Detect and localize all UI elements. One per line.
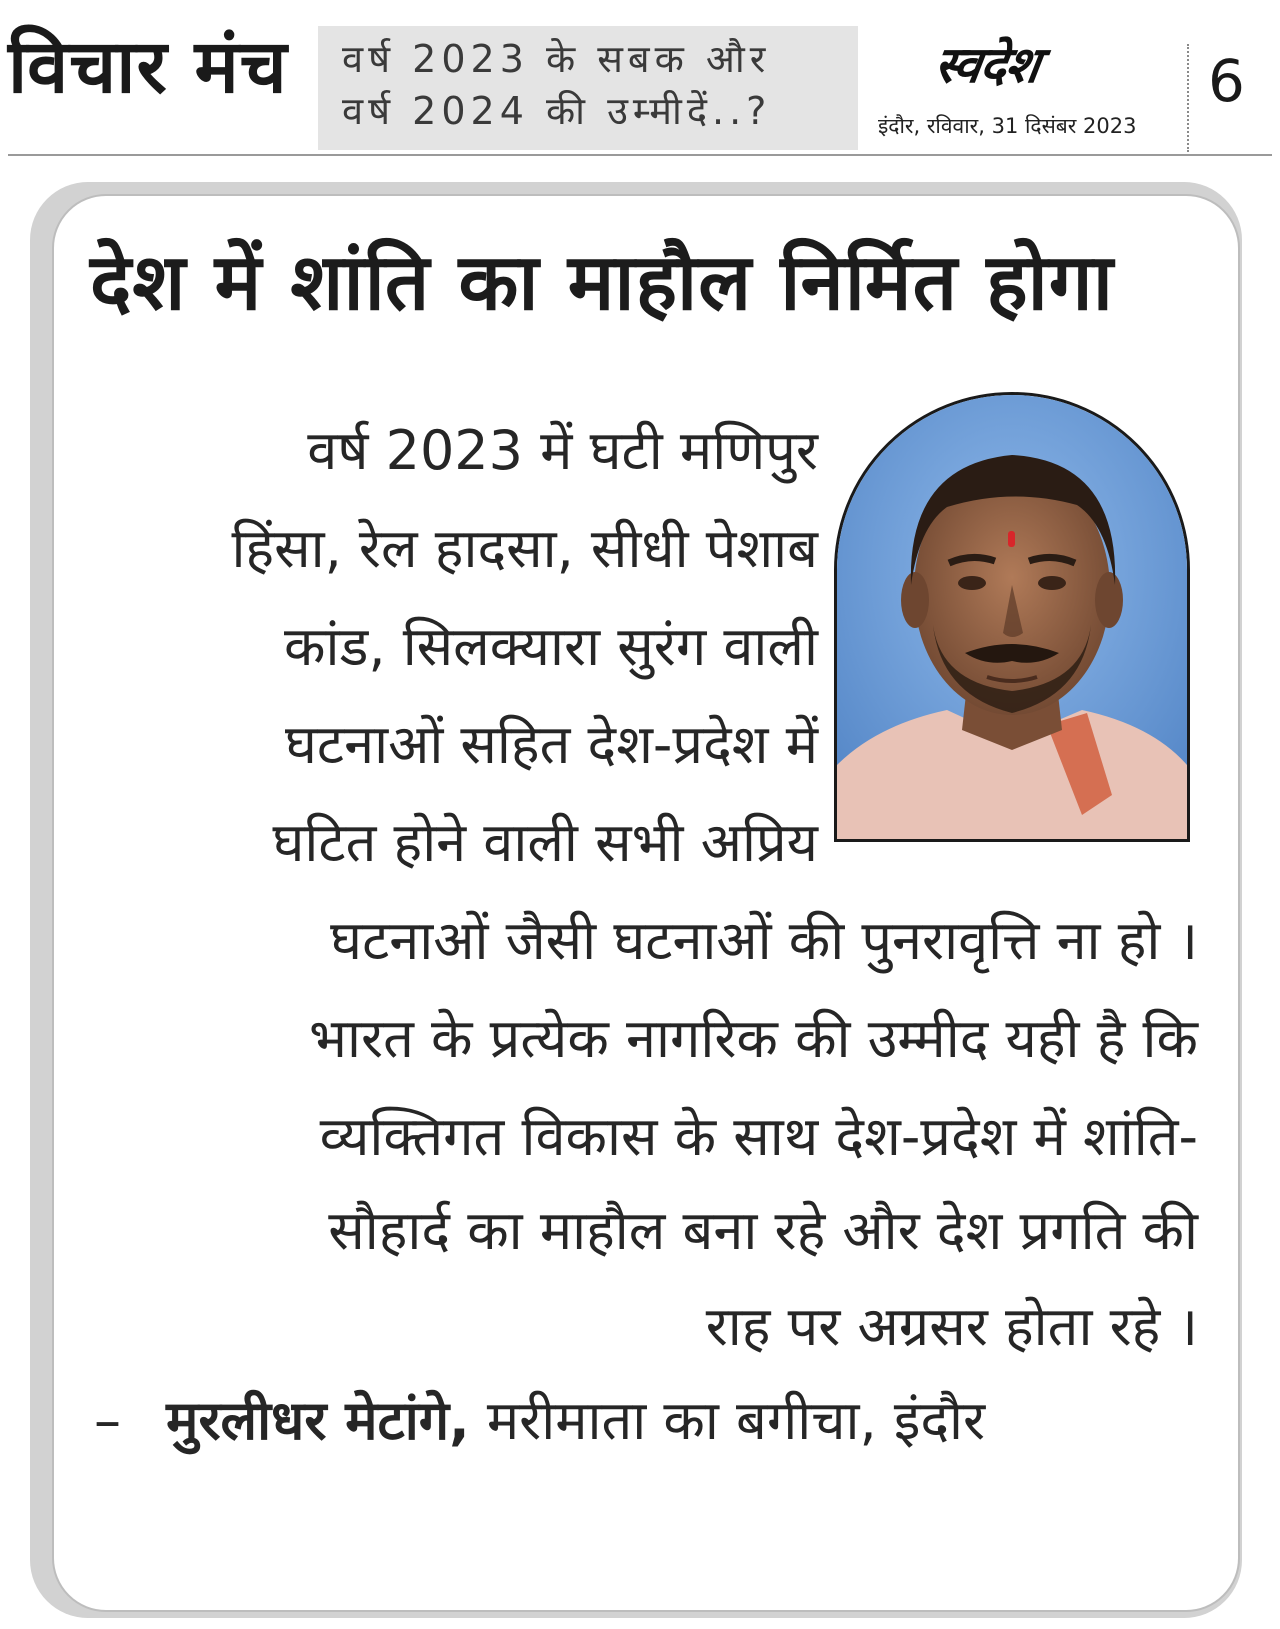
signature-dash: –: [94, 1389, 121, 1452]
article-line-6: घटनाओं जैसी घटनाओं की पुनरावृत्ति ना हो ।: [330, 909, 1198, 972]
article-line-4: घटनाओं सहित देश-प्रदेश में: [284, 713, 818, 776]
page-header: [0, 0, 1280, 160]
article-line-5: घटित होने वाली सभी अप्रिय: [272, 811, 818, 874]
letter-card: [52, 194, 1240, 1612]
article-line-2: हिंसा, रेल हादसा, सीधी पेशाब: [231, 517, 818, 580]
article-line-7: भारत के प्रत्येक नागरिक की उम्मीद यही है कि: [309, 1007, 1198, 1070]
author-name: मुरलीधर मेटांगे,: [166, 1389, 470, 1452]
author-signature: [94, 1389, 986, 1452]
article-line-3: कांड, सिलक्यारा सुरंग वाली: [284, 615, 818, 678]
header-divider: [1187, 44, 1189, 152]
author-location: मरीमाता का बगीचा, इंदौर: [486, 1389, 986, 1452]
author-photo: [834, 392, 1190, 842]
article-line-8: व्यक्तिगत विकास के साथ देश-प्रदेश में शांति-: [319, 1105, 1198, 1168]
article-line-10: राह पर अग्रसर होता रहे ।: [705, 1295, 1198, 1358]
article-line-1: वर्ष 2023 में घटी मणिपुर: [307, 419, 818, 482]
portrait-image: [837, 395, 1187, 839]
article-headline: देश में शांति का माहौल निर्मित होगा: [90, 238, 1114, 328]
topic-banner: [318, 26, 858, 150]
topic-line-1: वर्ष 2023 के सबक और: [342, 37, 771, 81]
header-rule: [8, 154, 1272, 156]
dateline: इंदौर, रविवार, 31 दिसंबर 2023: [878, 114, 1137, 138]
page-number: 6: [1208, 47, 1245, 115]
topic-line-2: वर्ष 2024 की उम्मीदें..?: [342, 89, 772, 133]
section-title: विचार मंच: [8, 24, 288, 110]
newspaper-logo: स्वदेश: [930, 36, 1043, 94]
article-line-9: सौहार्द का माहौल बना रहे और देश प्रगति की: [328, 1199, 1198, 1262]
